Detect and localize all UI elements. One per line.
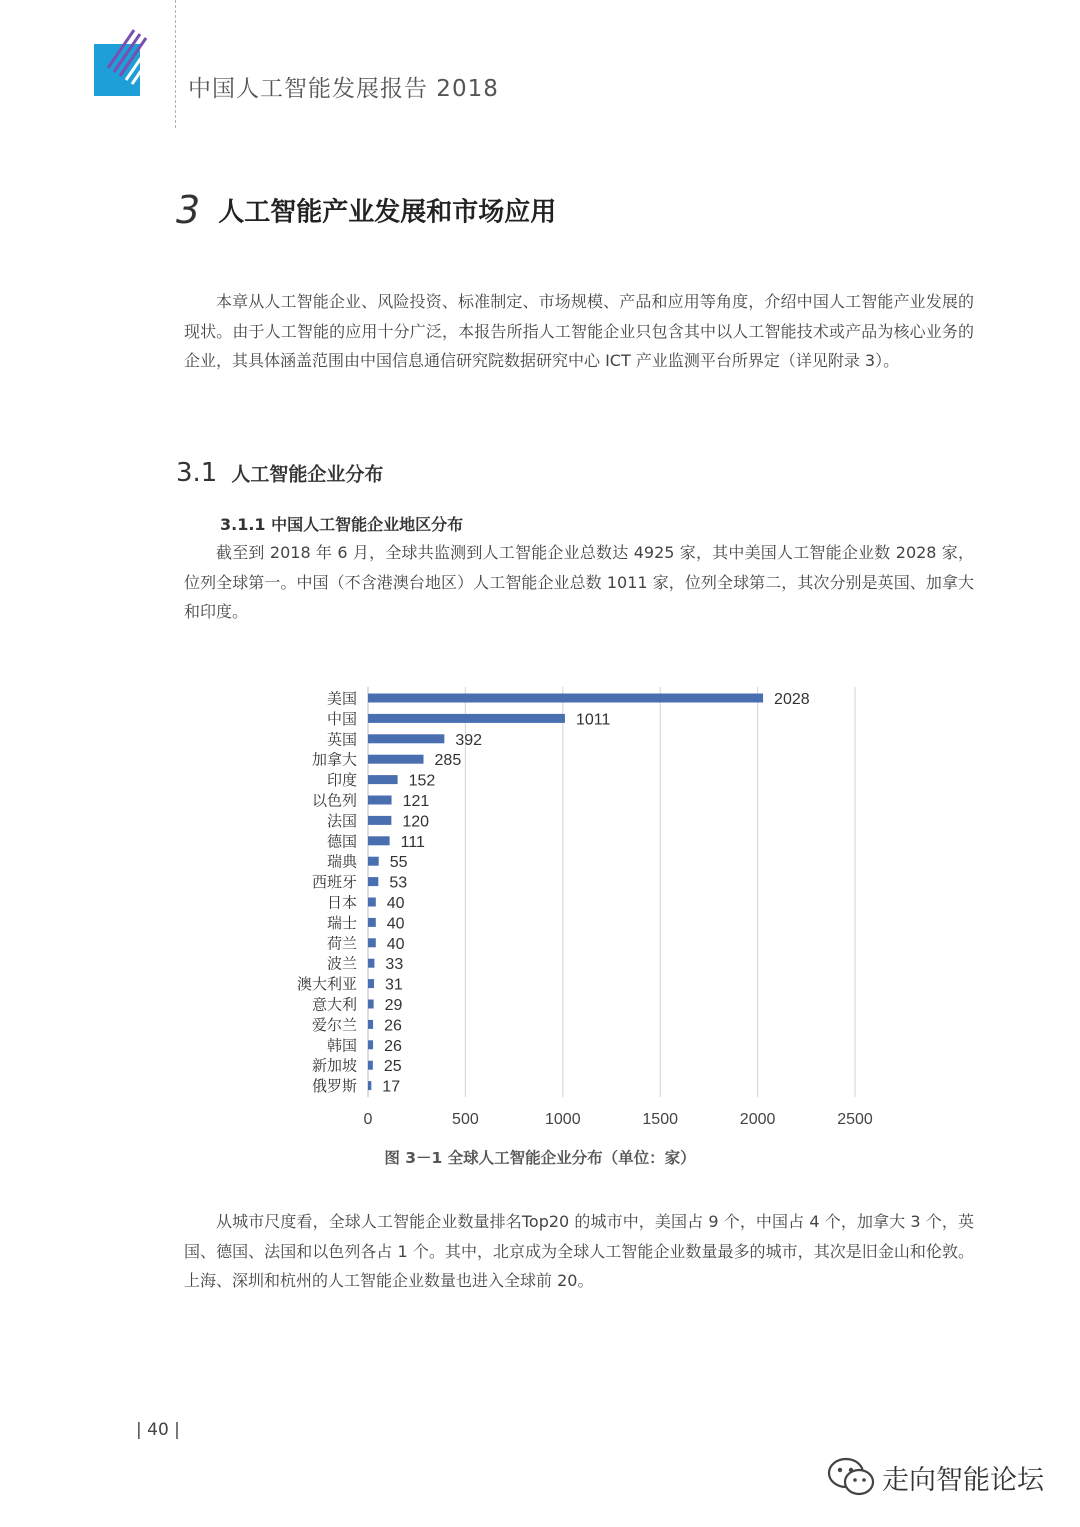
x-tick-label: 2000 <box>739 1111 776 1128</box>
bar <box>368 1061 373 1070</box>
category-label: 日本 <box>326 893 357 912</box>
category-label: 荷兰 <box>326 934 357 953</box>
data-label: 53 <box>389 874 408 892</box>
page-number: | 40 | <box>136 1420 180 1440</box>
bar <box>368 734 444 743</box>
data-label: 29 <box>384 997 403 1014</box>
bar <box>368 1020 373 1029</box>
category-label: 意大利 <box>311 995 357 1014</box>
category-label: 英国 <box>326 730 357 749</box>
bar <box>368 816 391 825</box>
data-label: 111 <box>400 833 425 851</box>
category-label: 法国 <box>326 811 357 830</box>
section-title: 人工智能企业分布 <box>231 463 384 486</box>
x-tick-label: 1000 <box>545 1111 581 1128</box>
bar <box>368 918 376 927</box>
data-label: 40 <box>386 915 405 933</box>
category-label: 澳大利亚 <box>296 975 357 994</box>
data-label: 2028 <box>774 691 810 708</box>
bar <box>368 836 390 845</box>
data-label: 31 <box>385 976 403 994</box>
bar <box>368 755 424 764</box>
subsection-title: 3.1.1 中国人工智能企业地区分布 <box>220 515 464 534</box>
watermark <box>826 1455 1044 1499</box>
category-label: 西班牙 <box>311 873 357 892</box>
section-number: 3.1 <box>176 458 218 488</box>
chapter-heading <box>176 188 556 232</box>
data-label: 40 <box>386 895 405 912</box>
category-label: 俄罗斯 <box>311 1077 357 1096</box>
category-label: 韩国 <box>326 1036 357 1055</box>
intro-paragraph: 本章从人工智能企业、风险投资、标准制定、市场规模、产品和应用等角度，介绍中国人工智能产业发展的现状。由于人工智能的应用十分广泛，本报告所指人工智能企业只包含其中以人工智能技术或产品为核心业务的企业，其具体涵盖范围由中国信息通信研究院数据研究中心 ICT 产业监测平台所界定（详见附录 3）。 <box>184 292 974 370</box>
bar <box>368 1040 373 1049</box>
bar <box>368 694 763 703</box>
data-label: 25 <box>383 1058 402 1076</box>
chapter-number: 3 <box>176 188 201 232</box>
category-label: 以色列 <box>311 791 357 810</box>
bar <box>368 714 565 723</box>
x-tick-label: 1500 <box>642 1111 678 1128</box>
data-label: 26 <box>384 1017 402 1035</box>
data-label: 392 <box>455 731 483 749</box>
category-label: 美国 <box>326 689 357 708</box>
bar <box>368 979 374 988</box>
category-label: 中国 <box>326 709 357 728</box>
category-label: 爱尔兰 <box>311 1015 357 1034</box>
wechat-icon <box>826 1455 878 1499</box>
closing-paragraph: 从城市尺度看，全球人工智能企业数量排名Top20 的城市中，美国占 9 个，中国占 4 个，加拿大 3 个，英国、德国、法国和以色列各占 1 个。其中，北京成为全球人工智能企业数量最多的城市，其次是旧金山和伦敦。上海、深圳和杭州的人工智能企业数量也进入全球前 20。 <box>184 1212 974 1290</box>
data-label: 33 <box>385 956 404 974</box>
bar <box>368 1081 371 1090</box>
watermark-text: 走向智能论坛 <box>882 1464 1044 1496</box>
data-label: 55 <box>389 854 408 872</box>
data-label: 40 <box>386 935 405 953</box>
bar <box>368 938 376 947</box>
section-heading <box>176 458 383 488</box>
category-label: 新加坡 <box>311 1056 357 1075</box>
x-tick-label: 0 <box>363 1111 373 1128</box>
bar <box>368 1000 374 1009</box>
chapter-title: 人工智能产业发展和市场应用 <box>218 197 557 228</box>
bar <box>368 775 398 784</box>
data-label: 1011 <box>575 711 611 729</box>
category-label: 瑞典 <box>326 852 357 871</box>
category-label: 瑞士 <box>326 913 357 932</box>
bar <box>368 898 376 907</box>
bar <box>368 959 374 968</box>
data-label: 121 <box>402 793 430 810</box>
figure-caption: 图 3－1 全球人工智能企业分布（单位：家） <box>384 1149 696 1167</box>
bar <box>368 857 379 866</box>
x-tick-label: 500 <box>452 1111 479 1128</box>
data-label: 120 <box>402 813 430 831</box>
data-label: 26 <box>384 1037 402 1055</box>
data-label: 152 <box>408 772 436 790</box>
subsection-paragraph: 截至到 2018 年 6 月，全球共监测到人工智能企业总数达 4925 家，其中美国人工智能企业数 2028 家，位列全球第一。中国（不含港澳台地区）人工智能企业总数 1011 家，位列全球第二，其次分别是英国、加拿大和印度。 <box>184 543 974 621</box>
category-label: 德国 <box>326 832 357 851</box>
data-label: 285 <box>434 752 462 770</box>
x-tick-label: 2500 <box>837 1111 873 1128</box>
header-divider <box>175 0 176 128</box>
category-label: 加拿大 <box>311 750 357 769</box>
category-label: 波兰 <box>326 954 357 973</box>
bar <box>368 877 378 886</box>
report-title: 中国人工智能发展报告 2018 <box>188 76 499 102</box>
data-label: 17 <box>382 1078 401 1096</box>
category-label: 印度 <box>326 771 357 790</box>
bar <box>368 796 392 805</box>
report-logo <box>94 28 156 98</box>
